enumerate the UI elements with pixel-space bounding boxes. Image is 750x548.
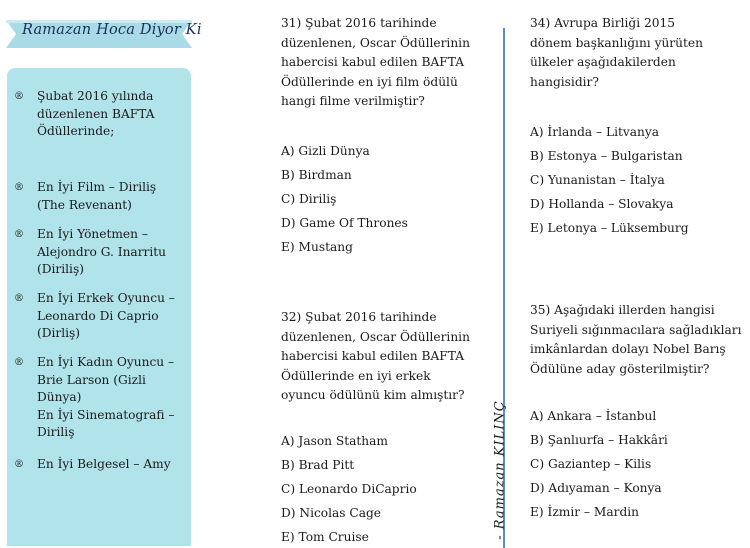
question-32-options xyxy=(281,434,496,546)
stem-line: dönem başkanlığını yürüten xyxy=(530,35,703,50)
question-31-stem xyxy=(281,14,496,112)
answer-option[interactable]: E) Letonya – Lüksemburg xyxy=(530,221,689,235)
sidebar-item-text: En İyi Belgesel – Amy xyxy=(37,457,171,471)
stem-line: Suriyeli sığınmacılara sağladıkları xyxy=(530,322,742,337)
stem-line: hangisidir? xyxy=(530,74,599,89)
question-32-stem xyxy=(281,308,496,406)
answer-option[interactable]: B) Birdman xyxy=(281,168,352,182)
registered-icon: ® xyxy=(14,357,24,368)
registered-icon: ® xyxy=(14,182,24,193)
stem-line: imkânlardan dolayı Nobel Barış xyxy=(530,342,726,356)
question-31-options xyxy=(281,144,496,264)
question-35-options xyxy=(530,409,745,529)
answer-option[interactable]: C) Yunanistan – İtalya xyxy=(530,173,665,187)
stem-line: Ödülüne aday gösterilmiştir? xyxy=(530,361,710,376)
answer-option[interactable]: B) Şanlıurfa – Hakkâri xyxy=(530,433,668,447)
registered-icon: ® xyxy=(14,229,24,240)
stem-line: habercisi kabul edilen BAFTA xyxy=(281,55,465,69)
answer-option[interactable]: E) Mustang xyxy=(281,240,353,254)
answer-option[interactable]: B) Brad Pitt xyxy=(281,458,355,472)
stem-line: Ödüllerinde en iyi film ödülü xyxy=(281,74,458,89)
stem-line: oyuncu ödülünü kim almıştır? xyxy=(281,388,465,402)
stem-line: habercisi kabul edilen BAFTA xyxy=(281,349,465,363)
registered-icon: ® xyxy=(14,293,24,304)
sidebar-item-text xyxy=(37,354,185,442)
sidebar-item-text: En İyi Film – Diriliş (The Revenant) xyxy=(37,180,157,212)
info-sidebar xyxy=(7,68,191,546)
answer-option[interactable]: A) Jason Statham xyxy=(281,434,388,448)
stem-line: Ödüllerinde en iyi erkek xyxy=(281,368,431,383)
title-banner xyxy=(6,14,202,54)
answer-option[interactable]: A) Gizli Dünya xyxy=(281,144,370,158)
question-34-stem xyxy=(530,14,745,92)
stem-line: 34) Avrupa Birliği 2015 xyxy=(530,16,676,30)
answer-option[interactable]: D) Game Of Thrones xyxy=(281,216,408,230)
question-35-stem xyxy=(530,301,745,379)
stem-line: düzenlenen, Oscar Ödüllerinin xyxy=(281,35,470,50)
answer-option[interactable]: D) Adıyaman – Konya xyxy=(530,481,662,495)
author-signature: - Ramazan KILINÇ xyxy=(492,400,508,540)
sidebar-item-text-extra: En İyi Sinematografi – Diriliş xyxy=(37,407,175,439)
stem-line: ülkeler aşağıdakilerden xyxy=(530,55,676,69)
answer-option[interactable]: E) Tom Cruise xyxy=(281,530,369,544)
answer-option[interactable]: A) İrlanda – Litvanya xyxy=(530,125,660,139)
sidebar-item-text: En İyi Erkek Oyuncu – Leonardo Di Caprio (Dirliş) xyxy=(37,291,175,340)
answer-option[interactable]: B) Estonya – Bulgaristan xyxy=(530,149,683,163)
answer-option[interactable]: A) Ankara – İstanbul xyxy=(530,409,657,423)
answer-option[interactable]: D) Nicolas Cage xyxy=(281,506,382,520)
question-34-options xyxy=(530,125,745,245)
stem-line: 32) Şubat 2016 tarihinde xyxy=(281,310,437,324)
sidebar-item-text: En İyi Yönetmen – Alejondro G. Inarritu (Diriliş) xyxy=(37,227,166,276)
answer-option[interactable]: D) Hollanda – Slovakya xyxy=(530,197,674,211)
registered-icon: ® xyxy=(14,91,24,102)
answer-option[interactable]: E) İzmir – Mardin xyxy=(530,505,640,519)
registered-icon: ® xyxy=(14,459,24,470)
stem-line: hangi filme verilmiştir? xyxy=(281,94,425,108)
stem-line: düzenlenen, Oscar Ödüllerinin xyxy=(281,329,470,344)
stem-line: 31) Şubat 2016 tarihinde xyxy=(281,16,437,30)
sidebar-item-text-main: En İyi Kadın Oyuncu – Brie Larson (Gizli Dünya) xyxy=(37,355,175,404)
sidebar-item-text: Şubat 2016 yılında düzenlenen BAFTA Ödüllerinde; xyxy=(37,89,155,138)
banner-title: Ramazan Hoca Diyor Ki xyxy=(22,22,202,38)
stem-line: 35) Aşağıdaki illerden hangisi xyxy=(530,303,715,317)
answer-option[interactable]: C) Diriliş xyxy=(281,192,337,206)
answer-option[interactable]: C) Gaziantep – Kilis xyxy=(530,457,652,471)
answer-option[interactable]: C) Leonardo DiCaprio xyxy=(281,482,417,496)
